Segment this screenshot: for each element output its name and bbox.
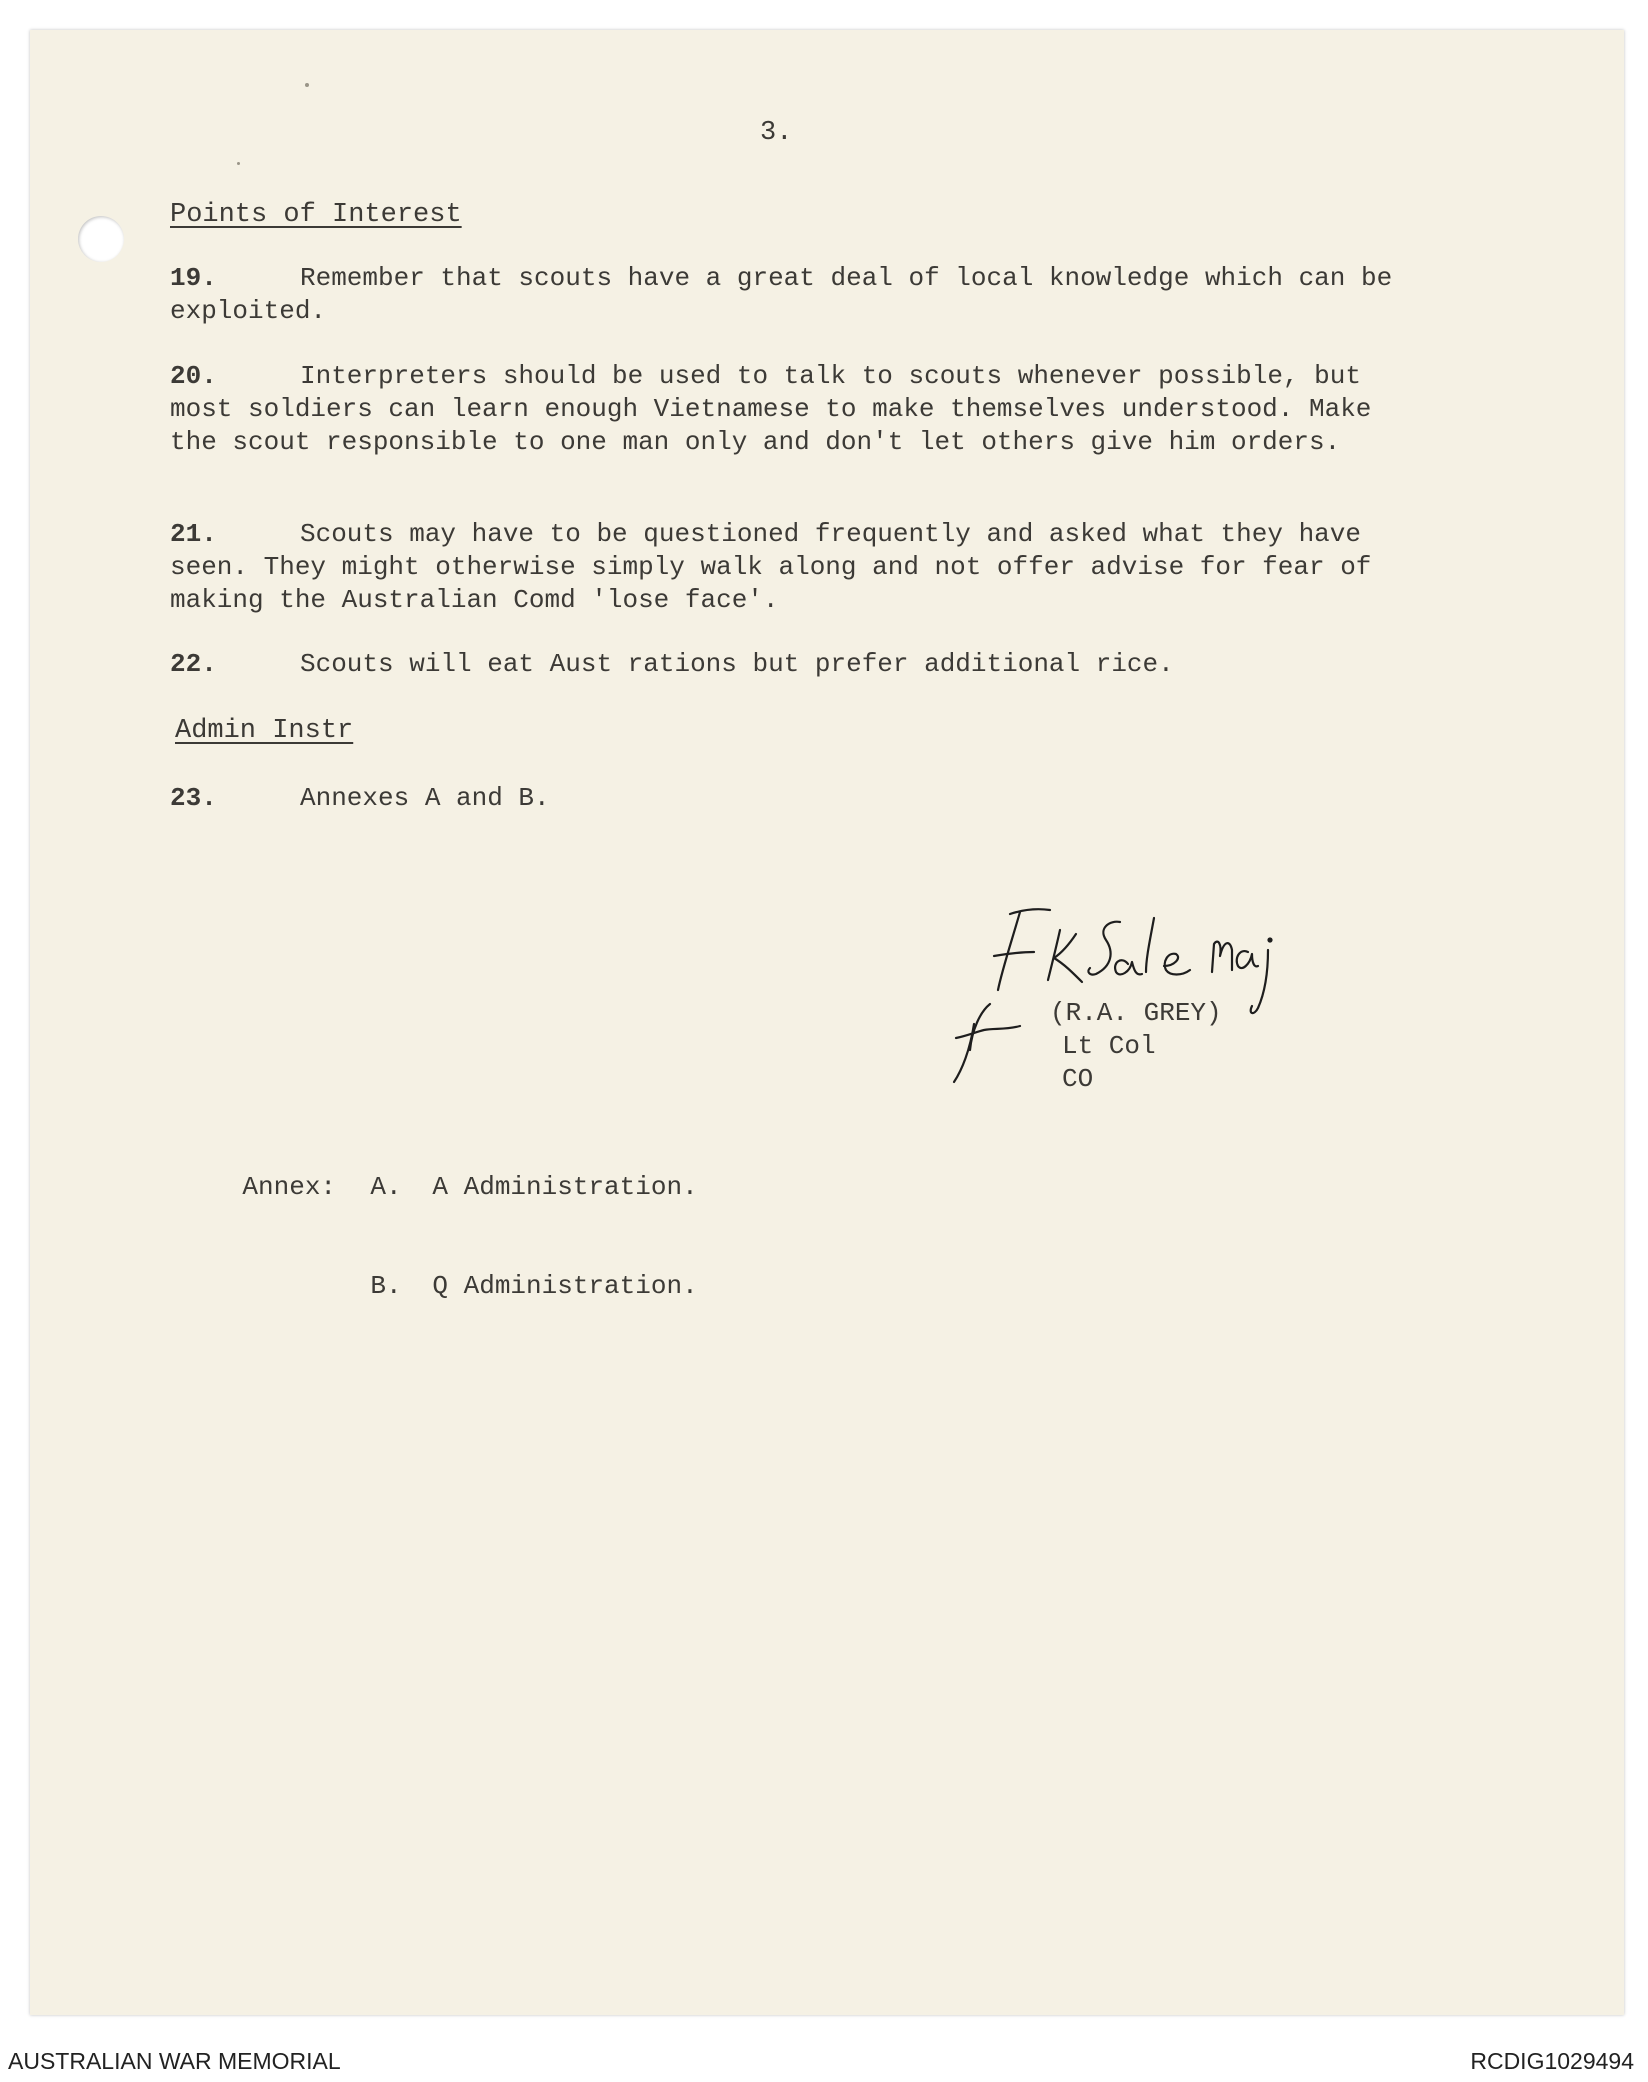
annex-item [180, 1138, 698, 1237]
paragraph-23 [170, 782, 1410, 815]
signatory-rank: Lt Col [1062, 1031, 1156, 1061]
paragraph-number: 22. [170, 649, 217, 679]
annex-letter: B. [370, 1271, 402, 1301]
paper-speck [305, 83, 309, 87]
paragraph-text: Interpreters should be used to talk to scouts whenever possible, but most soldiers can learn enough Vietnamese to make themselves understood. Make the scout responsible to one man only and don't let others give him orders. [170, 361, 1372, 457]
paragraph-number: 19. [170, 263, 217, 293]
admin-instr-heading: Admin Instr [175, 716, 354, 746]
paragraph-number: 21. [170, 519, 217, 549]
annex-letter: A. [370, 1172, 402, 1202]
points-of-interest-heading: Points of Interest [170, 200, 462, 230]
footer-institution: AUSTRALIAN WAR MEMORIAL [8, 2048, 341, 2074]
annex-list [180, 1138, 698, 1336]
paragraph-20 [170, 360, 1410, 459]
paper-speck [237, 162, 240, 165]
paragraph-21 [170, 518, 1410, 617]
annex-label: Annex: [242, 1172, 337, 1202]
punch-hole [78, 216, 124, 262]
paragraph-text: Scouts may have to be questioned frequently and asked what they have seen. They might otherwise simply walk along and not offer advise for fear of making the Australian Comd 'lose face'. [170, 519, 1372, 615]
paragraph-number: 20. [170, 361, 217, 391]
page-number: 3. [760, 118, 793, 148]
paragraph-text: Remember that scouts have a great deal of local knowledge which can be exploited. [170, 263, 1393, 326]
paragraph-22 [170, 648, 1410, 681]
annex-item [180, 1237, 698, 1336]
paragraph-number: 23. [170, 783, 217, 813]
paragraph-text: Annexes A and B. [300, 783, 550, 813]
footer-record-id: RCDIG1029494 [1470, 2048, 1634, 2074]
annex-text: Q Administration. [432, 1271, 698, 1301]
paragraph-19 [170, 262, 1410, 328]
signatory-position: CO [1062, 1064, 1094, 1094]
signatory-name: (R.A. GREY) [1050, 998, 1222, 1028]
annex-text: A Administration. [432, 1172, 698, 1202]
signature-block [1050, 997, 1222, 1096]
paragraph-text: Scouts will eat Aust rations but prefer additional rice. [300, 649, 1174, 679]
